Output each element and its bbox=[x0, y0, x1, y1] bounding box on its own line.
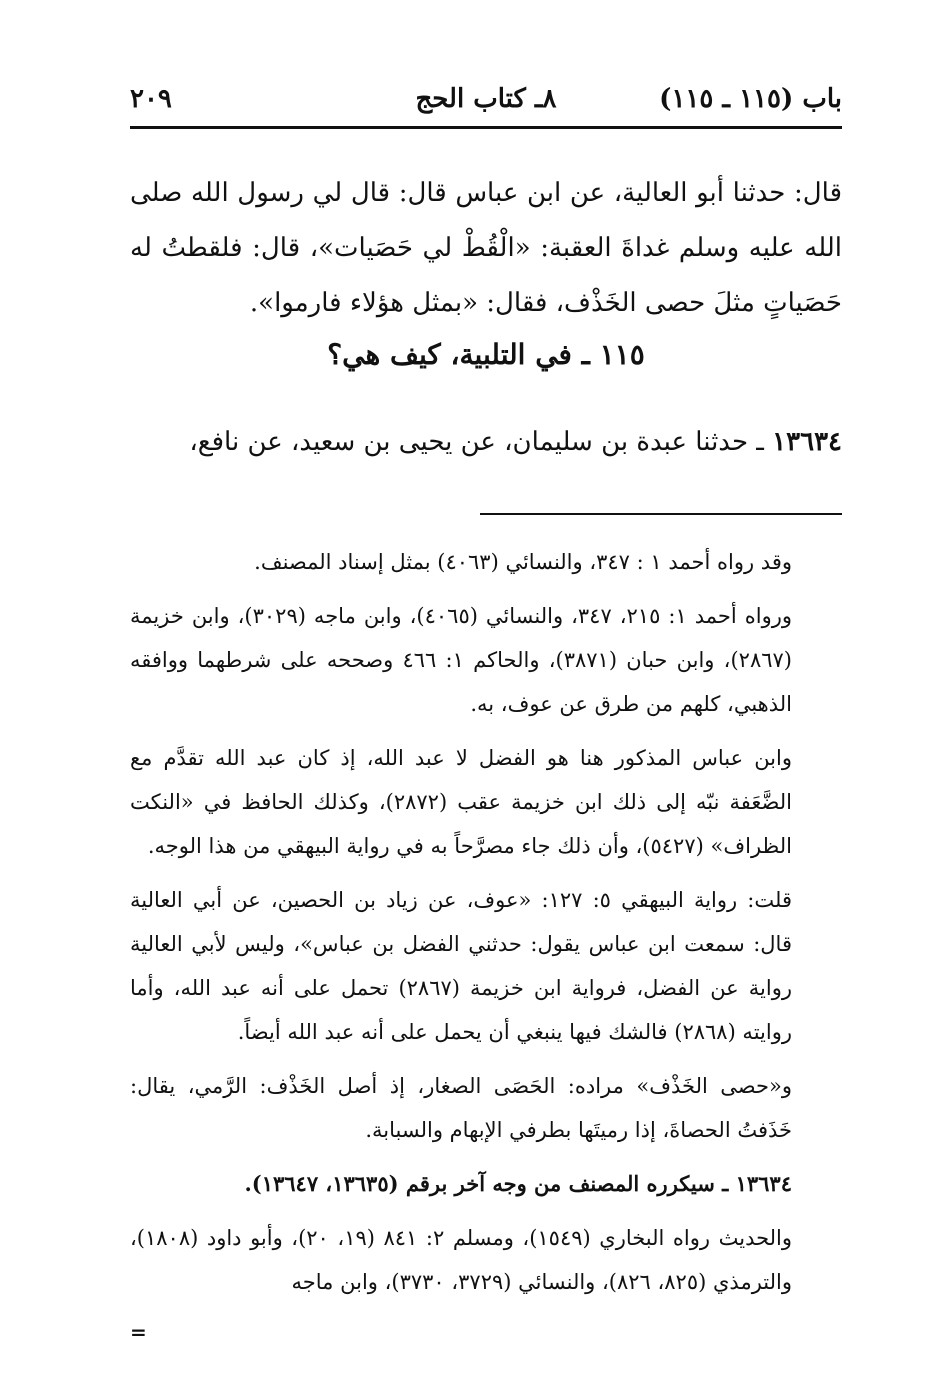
footnote-paragraph: ورواه أحمد ١: ٢١٥، ٣٤٧، والنسائي (٤٠٦٥)، وابن ماجه (٣٠٢٩)، وابن خزيمة (٢٨٦٧)، وابن حبان (٣٨٧١)، والحاكم ١: ٤٦٦ وصححه على شرطهما ووافقه الذهبي، كلهم من طرق عن عوف، به. bbox=[130, 604, 792, 716]
hadith-number: ١٣٦٣٤ bbox=[772, 427, 842, 457]
section-title: ١١٥ ـ في التلبية، كيف هي؟ bbox=[327, 338, 645, 371]
footnote-paragraph: وابن عباس المذكور هنا هو الفضل لا عبد الله، إذ كان عبد الله تقدَّم مع الضَّعَفة نبّه إلى ذلك ابن خزيمة عقب (٢٨٧٢)، وكذلك الحافظ في «النكت الظراف» (٥٤٢٧)، وأن ذلك جاء مصرَّحاً به في رواية البيهقي من هذا الوجه. bbox=[130, 746, 792, 858]
footnote-paragraph: ١٣٦٣٤ ـ سيكرره المصنف من وجه آخر برقم (١٣٦٣٥، ١٣٦٤٧). bbox=[244, 1171, 792, 1196]
main-paragraph: قال: حدثنا أبو العالية، عن ابن عباس قال: قال لي رسول الله صلى الله عليه وسلم غداةَ العقبة: «الْقُطْ لي حَصَيات»، قال: فلقطتُ له حَصَياتٍ مثلَ حصى الخَذْف، فقال: «بمثل هؤلاء فارموا». bbox=[130, 178, 842, 318]
footnote-paragraph: قلت: رواية البيهقي ٥: ١٢٧: «عوف، عن زياد بن الحصين، عن أبي العالية قال: سمعت ابن عباس يقول: حدثني الفضل بن عباس»، وليس لأبي العالية رواية عن الفضل، فرواية ابن خزيمة (٢٨٦٧) تحمل على أنه عبد الله، وأما روايته (٢٨٦٨) فالشك فيها ينبغي أن يحمل على أنه عبد الله أيضاً. bbox=[130, 888, 792, 1044]
footnote-paragraph: وقد رواه أحمد ١ : ٣٤٧، والنسائي (٤٠٦٣) بمثل إسناد المصنف. bbox=[254, 550, 792, 574]
hadith-text: ـ حدثنا عبدة بن سليمان، عن يحيى بن سعيد، عن نافع، bbox=[189, 427, 764, 457]
footnote-paragraph: و«حصى الخَذْف» مراده: الحَصَى الصغار، إذ أصل الخَذْف: الرَّمي، يقال: خَذَفتُ الحصاةَ، إذا رميتَها بطرفي الإبهام والسبابة. bbox=[130, 1074, 792, 1142]
page-header bbox=[130, 84, 842, 124]
chapter-range: باب (١١٥ ـ ١١٥) bbox=[659, 84, 842, 114]
book-title: ٨ـ كتاب الحج bbox=[415, 84, 557, 114]
continuation-mark: = bbox=[130, 1320, 147, 1344]
page bbox=[130, 70, 842, 1344]
footnotes bbox=[130, 540, 842, 1314]
footnote-paragraph: والحديث رواه البخاري (١٥٤٩)، ومسلم ٢: ٨٤١ (١٩، ٢٠)، وأبو داود (١٨٠٨)، والترمذي (٨٢٥، ٨٢٦)، والنسائي (٣٧٢٩، ٣٧٣٠)، وابن ماجه bbox=[130, 1226, 793, 1294]
page-number: ٢٠٩ bbox=[130, 84, 172, 114]
footnote-divider bbox=[480, 513, 842, 515]
hadith-entry bbox=[130, 420, 842, 464]
header-divider bbox=[130, 126, 842, 129]
main-text bbox=[130, 166, 842, 331]
